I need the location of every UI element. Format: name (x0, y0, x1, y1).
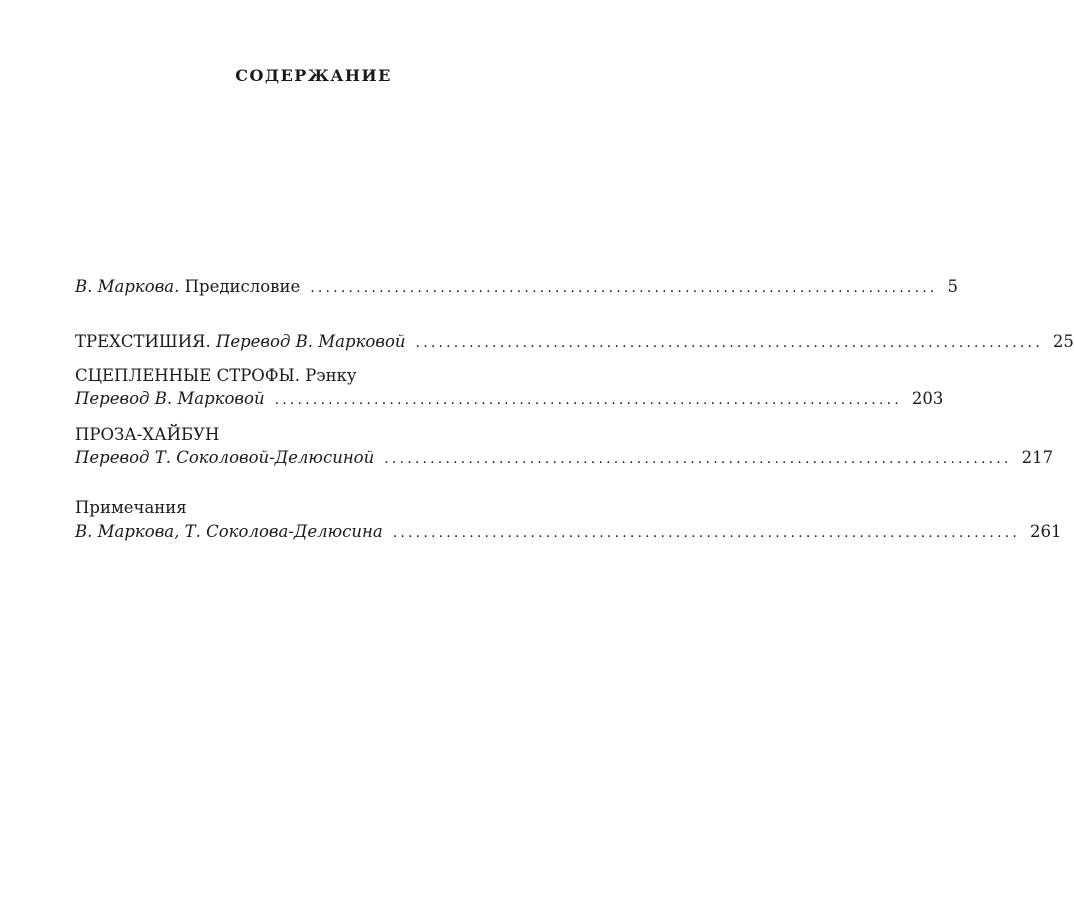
toc-entry-translator: В. Маркова, Т. Соколова-Делюсина (75, 522, 383, 541)
page-number: 261 (1030, 522, 1062, 541)
toc-entry-title: ТРЕХСТИШИЯ. Перевод В. Марковой (75, 332, 406, 351)
dot-leader: .................................................................................. (310, 280, 938, 296)
toc-entry-heading: Примечания (75, 498, 187, 517)
toc-entry-translator: Перевод Т. Соколовой-Делюсиной (75, 448, 375, 467)
page-number: 217 (1021, 448, 1054, 467)
toc-entry-title: В. Маркова. Предисловие (75, 277, 301, 296)
toc-entry-renku[interactable] (75, 389, 944, 410)
page-number: 25 (1052, 332, 1074, 351)
dot-leader: .................................................................................. (384, 451, 1012, 467)
page-number: 203 (911, 389, 944, 408)
dot-leader: .................................................................................. (392, 525, 1021, 541)
toc-entry-haibun[interactable] (75, 448, 1054, 469)
toc-entry-preface[interactable] (75, 277, 959, 298)
page-number: 5 (947, 277, 959, 296)
toc-entry-translator: Перевод В. Марковой (75, 389, 265, 408)
toc-entry-heading: ПРОЗА-ХАЙБУН (75, 425, 220, 444)
dot-leader: .................................................................................. (274, 392, 902, 408)
dot-leader: .................................................................................. (415, 335, 1043, 351)
toc-entry-notes[interactable] (75, 522, 1062, 543)
toc-entry-tercets[interactable] (75, 332, 1074, 353)
toc-entry-heading: СЦЕПЛЕННЫЕ СТРОФЫ. Рэнку (75, 366, 357, 385)
page-title: СОДЕРЖАНИЕ (235, 66, 392, 85)
